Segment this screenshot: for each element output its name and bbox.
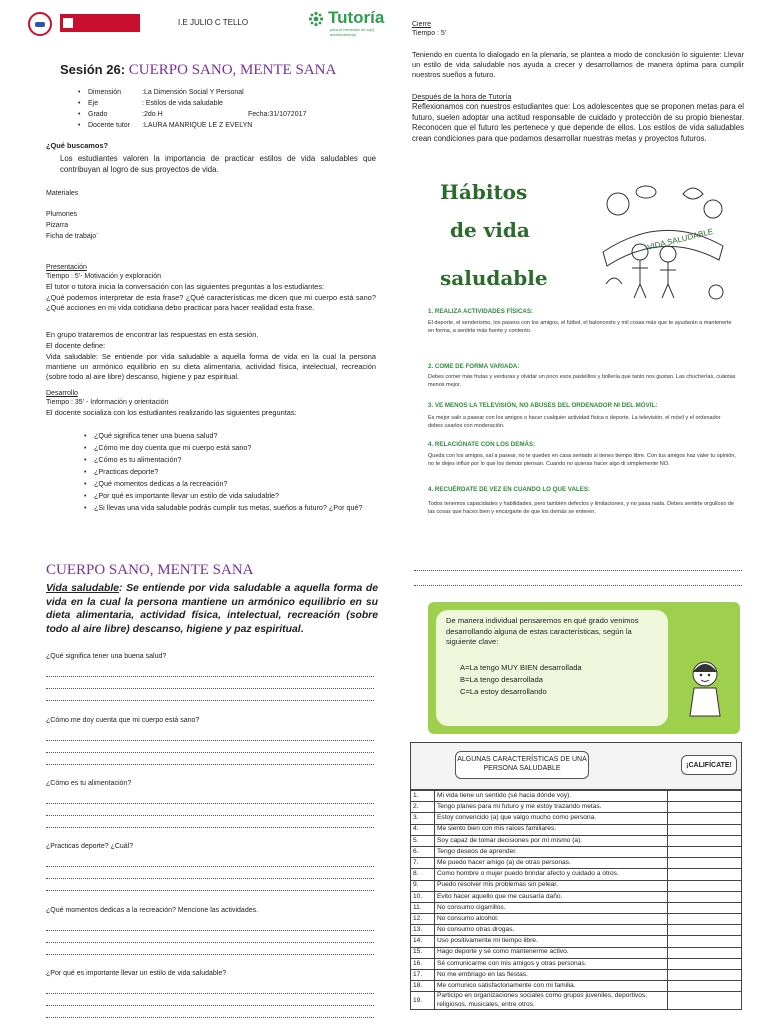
row-characteristic: Mi vida tiene un sentido (sé hacia dónde voy). bbox=[435, 791, 668, 802]
session-question-list bbox=[82, 430, 382, 514]
poster-item-text: El deporte, el senderismo, los paseos con los amigos, el fútbol, el baloncesto y mil cosas más que te ayudarán a mantenerte en forma, a sentirte más fuerte y contento. bbox=[428, 320, 732, 334]
evaluation-intro: De manera individual pensaremos en qué grado venimos desarrollando alguna de estas características, según la siguiente clave: bbox=[446, 616, 639, 646]
rating-cell[interactable] bbox=[668, 936, 742, 947]
desarrollo-time: Tiempo : 35' - Información y orientación bbox=[46, 399, 169, 406]
row-characteristic: Puedo resolver mis problemas sin pelear. bbox=[435, 880, 668, 891]
worksheet-question: ¿Por qué es importante llevar un estilo de vida saludable? bbox=[46, 970, 227, 977]
poster-item-text: Debes comer más frutas y verduras y olvidar un poco esos pastelitos y bollería que tanto nos gustan. Las chucherías, cuántas menos mejor. bbox=[428, 374, 736, 388]
info-eje: • Eje : Estilos de vida saludable bbox=[78, 100, 223, 107]
poster-banner: VIDA SALUDABLE bbox=[646, 226, 715, 252]
tutoria-subtitle: para el bienestar de tu(s) adolescente(s) bbox=[330, 27, 375, 37]
row-number: 16. bbox=[411, 958, 435, 969]
rating-cell[interactable] bbox=[668, 858, 742, 869]
row-characteristic: Tengo deseos de aprender. bbox=[435, 846, 668, 857]
cierre-text: Teniendo en cuenta lo dialogado en la plenaria, se plantea a modo de conclusión lo siguiente: Llevar un estilo de vida saludable nos ayuda a crecer y desarrollarnos de manera óptima para cumplir nuestros sueños a futuro. bbox=[412, 50, 744, 79]
answer-line[interactable] bbox=[46, 676, 374, 677]
poster-item-text: Queda con los amigos, sal a pasear, no te quedes en casa sentado si tienes tiempo libre. Con tus amigos haz valer tu opinión, no te dejes influir por lo que los demás piensan. Cuando no quieras hacer algo di simplemente NO. bbox=[428, 453, 736, 467]
rating-cell[interactable] bbox=[668, 981, 742, 992]
answer-line[interactable] bbox=[46, 878, 374, 879]
row-number: 4. bbox=[411, 824, 435, 835]
worksheet-question: ¿Practicas deporte? ¿Cuál? bbox=[46, 843, 134, 850]
row-characteristic: Como hombre o mujer puedo brindar afecto y cuidado a otros. bbox=[435, 869, 668, 880]
row-number: 6. bbox=[411, 846, 435, 857]
definition-term: Vida saludable bbox=[46, 583, 120, 594]
minedu-logo bbox=[28, 10, 148, 38]
rating-cell[interactable] bbox=[668, 902, 742, 913]
answer-line[interactable] bbox=[46, 866, 374, 867]
row-number: 2. bbox=[411, 802, 435, 813]
evaluation-key: B=La tengo desarrollada bbox=[460, 675, 543, 684]
row-number: 8. bbox=[411, 869, 435, 880]
row-characteristic: Me puedo hacer amigo (a) de otras personas. bbox=[435, 858, 668, 869]
cierre-time: Tiempo : 5' bbox=[412, 30, 447, 37]
answer-line[interactable] bbox=[46, 1005, 374, 1006]
answer-line[interactable] bbox=[46, 954, 374, 955]
material-item: Plumones bbox=[46, 211, 78, 218]
info-dimension: • Dimensión :La Dimensión Social Y Personal bbox=[78, 89, 244, 96]
worksheet-title: CUERPO SANO, MENTE SANA bbox=[46, 562, 254, 578]
presentacion-label: Presentación bbox=[46, 264, 87, 271]
presentacion-p1: El tutor o tutora inicia la conversación con las siguientes preguntas a los estudiantes: bbox=[46, 282, 325, 291]
worksheet-question: ¿Cómo me doy cuenta que mi cuerpo está sano? bbox=[46, 717, 200, 724]
tutoria-title: Tutoría bbox=[328, 8, 385, 27]
rating-cell[interactable] bbox=[668, 791, 742, 802]
answer-line[interactable] bbox=[414, 585, 742, 586]
definition-text: Vida saludable: Se entiende por vida saludable a aquella forma de vida en la cual la persona mantiene un armónico equilibrio en su dieta alimentaria, actividad física, intelectual, recreación (sobre todo al aire libre) descanso, higiene y paz espiritual. bbox=[46, 352, 376, 381]
info-docente: • Docente tutor :LAURA MANRIQUE LE Z EVELYN bbox=[78, 122, 253, 129]
info-grado: • Grado :2do H Fecha:31/1072017 bbox=[78, 111, 307, 118]
table-row bbox=[411, 824, 742, 835]
row-number: 18. bbox=[411, 981, 435, 992]
row-characteristic: Estoy convencido (a) que valgo mucho como persona. bbox=[435, 813, 668, 824]
worksheet-question: ¿Qué significa tener una buena salud? bbox=[46, 653, 167, 660]
row-characteristic: Participo en organizaciones sociales como grupos juveniles, deportivos, religiosos, musicales, entre otros. bbox=[435, 992, 668, 1010]
definition-end: . bbox=[300, 623, 304, 635]
answer-line[interactable] bbox=[46, 752, 374, 753]
presentacion-time: Tiempo : 5'- Motivación y exploración bbox=[46, 273, 162, 280]
row-number: 9. bbox=[411, 880, 435, 891]
rating-cell[interactable] bbox=[668, 947, 742, 958]
table-row bbox=[411, 802, 742, 813]
table-row bbox=[411, 902, 742, 913]
table-rate-header: ¡CALIFÍCATE! bbox=[681, 755, 737, 775]
school-emblem-icon bbox=[28, 12, 52, 36]
list-item: • ¿Por qué es importante llevar un estilo de vida saludable? bbox=[82, 490, 382, 502]
rating-cell[interactable] bbox=[668, 813, 742, 824]
presentacion-p2: ¿Qué podemos interpretar de esta frase? ¿Qué características me dicen que mi cuerpo está sano? ¿Qué acciones en mi vida cotidiana debo practicar para hacer realidad esta frase. bbox=[46, 293, 376, 312]
row-number: 3. bbox=[411, 813, 435, 824]
row-characteristic: Evito hacer aquello que me causaría daño. bbox=[435, 891, 668, 902]
rating-cell[interactable] bbox=[668, 880, 742, 891]
table-row bbox=[411, 880, 742, 891]
row-characteristic: Hago deporte y sé como mantenerme activo. bbox=[435, 947, 668, 958]
evaluation-key: C=La estoy desarrollando bbox=[460, 687, 547, 696]
list-item: • ¿Practicas deporte? bbox=[82, 466, 382, 478]
worksheet-question: ¿Qué momentos dedicas a la recreación? Mencione las actividades. bbox=[46, 907, 259, 914]
row-number: 7. bbox=[411, 858, 435, 869]
session-title: CUERPO SANO, MENTE SANA bbox=[128, 62, 337, 78]
rating-cell[interactable] bbox=[668, 970, 742, 981]
row-characteristic: No me embriago en las fiestas. bbox=[435, 970, 668, 981]
boy-drawing-icon bbox=[680, 660, 730, 724]
desarrollo-text: El docente socializa con los estudiantes realizando las siguientes preguntas: bbox=[46, 408, 297, 417]
answer-line[interactable] bbox=[46, 1017, 374, 1018]
row-number: 19. bbox=[411, 992, 435, 1010]
row-number: 11. bbox=[411, 902, 435, 913]
list-item: • ¿Qué momentos dedicas a la recreación? bbox=[82, 478, 382, 490]
rating-cell[interactable] bbox=[668, 891, 742, 902]
despues-text: Reflexionamos con nuestros estudiantes que: Los adolescentes que se proponen metas para el futuro, suelen adoptar una actitud responsable de cuidado y protección de su propio bienestar. Reconocen que el futuro les pertenece y que depende de ellos. Los estilos de vida saludables crean condiciones para que podamos desarrollar nuestras metas y proyectos futuros. bbox=[412, 102, 744, 143]
buscamos-label: ¿Qué buscamos? bbox=[46, 141, 109, 150]
answer-line[interactable] bbox=[46, 890, 374, 891]
kids-illustration bbox=[588, 174, 738, 304]
rating-cell[interactable] bbox=[668, 925, 742, 936]
poster-item-text: Todos tenemos capacidades y habilidades, pero también defectos y limitaciones, y no pasa nada. Debes sentirte orgulloso de las cosas que haces bien y encargarte de que los demás se enteren. bbox=[428, 501, 735, 515]
list-item: • ¿Cómo es tu alimentación? bbox=[82, 454, 382, 466]
habits-poster bbox=[420, 170, 740, 545]
poster-item-heading: 4. RELACIÓNATE CON LOS DEMÁS: bbox=[428, 441, 536, 448]
table-row bbox=[411, 869, 742, 880]
table-row bbox=[411, 835, 742, 846]
table-row bbox=[411, 891, 742, 902]
table-row bbox=[411, 925, 742, 936]
row-number: 13. bbox=[411, 925, 435, 936]
poster-item-heading: 1. REALIZA ACTIVIDADES FÍSICAS: bbox=[428, 308, 534, 315]
table-row bbox=[411, 813, 742, 824]
table-row bbox=[411, 947, 742, 958]
answer-line[interactable] bbox=[46, 815, 374, 816]
rating-cell[interactable] bbox=[668, 869, 742, 880]
answer-line[interactable] bbox=[46, 688, 374, 689]
poster-item-heading: 4. RECUÉRDATE DE VEZ EN CUANDO LO QUE VALES: bbox=[428, 486, 591, 493]
rating-cell[interactable] bbox=[668, 958, 742, 969]
evaluation-key-panel bbox=[436, 610, 668, 726]
poster-item-text: Es mejor salir a pasear con los amigos o hacer cualquier actividad física o deporte. La televisión, el móvil y el ordenador debes usarlos con moderación. bbox=[428, 415, 721, 429]
worksheet-definition bbox=[46, 582, 378, 636]
docente-define: El docente define: bbox=[46, 341, 106, 350]
row-characteristic: Me comunico satisfactoriamente con mi familia. bbox=[435, 981, 668, 992]
poster-title-line: de vida bbox=[450, 218, 530, 242]
row-number: 10. bbox=[411, 891, 435, 902]
row-characteristic: Uso positivamente mi tiempo libre. bbox=[435, 936, 668, 947]
poster-item-heading: 3. VE MENOS LA TELEVISIÓN, NO ABUSES DEL ORDENADOR NI DEL MÓVIL: bbox=[428, 402, 658, 409]
characteristics-table bbox=[410, 790, 742, 1010]
definition-body: : Se entiende por vida saludable a aquella forma de vida en la cual la persona mantiene un armónico equilibrio en su dieta alimentaria, actividad física, intelectual, recreación (sobre todo al aire libre) descanso, higiene y paz espiritual bbox=[46, 583, 378, 635]
rating-cell[interactable] bbox=[668, 824, 742, 835]
rating-cell[interactable] bbox=[668, 914, 742, 925]
rating-cell[interactable] bbox=[668, 802, 742, 813]
answer-line[interactable] bbox=[46, 700, 374, 701]
row-number: 5. bbox=[411, 835, 435, 846]
row-characteristic: Me siento bien con mis raíces familiares. bbox=[435, 824, 668, 835]
list-item: • ¿Cómo me doy cuenta que mi cuerpo está sano? bbox=[82, 442, 382, 454]
materiales-label: Materiales bbox=[46, 190, 79, 197]
table-row bbox=[411, 992, 742, 1010]
table-row bbox=[411, 958, 742, 969]
row-number: 12. bbox=[411, 914, 435, 925]
cierre-label: Cierre bbox=[412, 21, 432, 28]
answer-line[interactable] bbox=[46, 930, 374, 931]
school-name: I.E JULIO C TELLO bbox=[178, 18, 249, 27]
row-number: 1. bbox=[411, 791, 435, 802]
table-row bbox=[411, 970, 742, 981]
poster-title-line: Hábitos bbox=[440, 180, 528, 204]
table-row bbox=[411, 936, 742, 947]
row-characteristic: No consumo otras drogas. bbox=[435, 925, 668, 936]
evaluation-key-box bbox=[428, 602, 740, 734]
row-number: 15. bbox=[411, 947, 435, 958]
row-characteristic: Soy capaz de tomar decisiones por mí mismo (a). bbox=[435, 835, 668, 846]
answer-line[interactable] bbox=[46, 740, 374, 741]
answer-line[interactable] bbox=[414, 570, 742, 571]
table-row bbox=[411, 981, 742, 992]
session-number: Sesión 26: bbox=[60, 62, 126, 77]
despues-label: Después de la hora de Tutoría bbox=[412, 92, 512, 101]
material-item: Pizarra bbox=[46, 222, 69, 229]
buscamos-text: Los estudiantes valoren la importancia de practicar estilos de vida saludables que contribuyan al logro de sus proyectos de vida. bbox=[60, 154, 376, 174]
poster-title-line: saludable bbox=[440, 266, 548, 290]
desarrollo-label: Desarrollo bbox=[46, 390, 78, 397]
rating-cell[interactable] bbox=[668, 846, 742, 857]
row-number: 14. bbox=[411, 936, 435, 947]
table-header bbox=[410, 742, 742, 790]
answer-line[interactable] bbox=[46, 803, 374, 804]
table-row bbox=[411, 914, 742, 925]
list-item: • ¿Qué significa tener una buena salud? bbox=[82, 430, 382, 442]
rating-cell[interactable] bbox=[668, 835, 742, 846]
list-item: • ¿Si llevas una vida saludable podrás cumplir tus metas, sueños a futuro? ¿Por qué? bbox=[82, 502, 382, 514]
evaluation-key: A=La tengo MUY BIEN desarrollada bbox=[460, 663, 582, 672]
answer-line[interactable] bbox=[46, 764, 374, 765]
tutoria-flower-icon bbox=[308, 11, 324, 27]
worksheet-question: ¿Cómo es tu alimentación? bbox=[46, 780, 132, 787]
table-row bbox=[411, 791, 742, 802]
answer-line[interactable] bbox=[46, 942, 374, 943]
table-column-header: ALGUNAS CARACTERÍSTICAS DE UNA PERSONA SALUDABLE bbox=[455, 751, 589, 779]
row-characteristic: Tengo planes para mi futuro y me estoy trazando metas. bbox=[435, 802, 668, 813]
table-row bbox=[411, 846, 742, 857]
row-characteristic: No consumo cigarrillos. bbox=[435, 902, 668, 913]
table-row bbox=[411, 858, 742, 869]
material-item: Ficha de trabajo¨ bbox=[46, 233, 99, 240]
peru-minedu-banner bbox=[60, 14, 140, 32]
poster-item-heading: 2. COME DE FORMA VARIADA: bbox=[428, 363, 520, 370]
presentacion-p3: En grupo trataremos de encontrar las respuestas en esta sesión. bbox=[46, 330, 259, 339]
answer-line[interactable] bbox=[46, 827, 374, 828]
row-number: 17. bbox=[411, 970, 435, 981]
rating-cell[interactable] bbox=[668, 992, 742, 1010]
row-characteristic: Sé comunicarme con mis amigos y otras personas. bbox=[435, 958, 668, 969]
session-heading bbox=[60, 62, 336, 79]
answer-line[interactable] bbox=[46, 993, 374, 994]
row-characteristic: No consumo alcohol. bbox=[435, 914, 668, 925]
